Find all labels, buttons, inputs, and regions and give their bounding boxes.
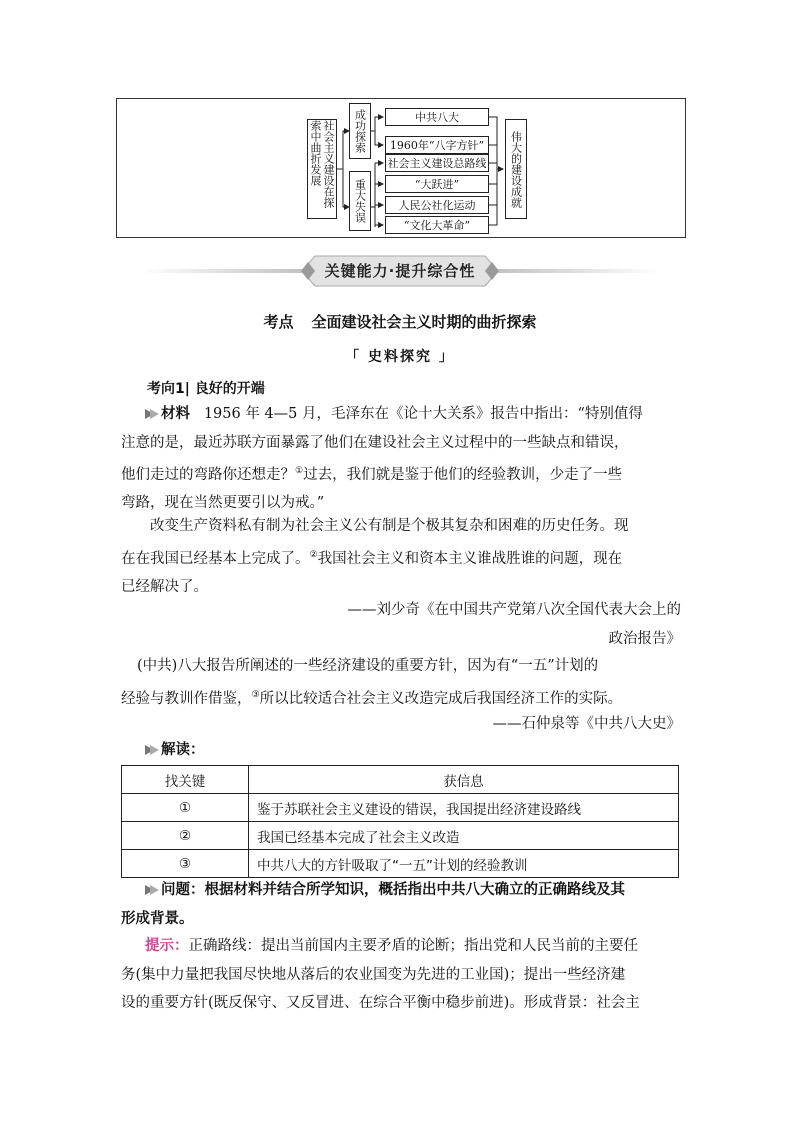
table-row: ② 我国已经基本完成了社会主义改造 — [122, 822, 679, 850]
material-paragraph-2: 改变生产资料私有制为社会主义公有制是个极其复杂和困难的历史任务。现 在在我国已经基本上完成了。②我国社会主义和资本主义谁战胜谁的问题，现在 已经解决了。 — [121, 518, 629, 595]
diagram-item: 1960年“八字方针” — [385, 136, 489, 154]
diagram-left-box — [307, 119, 337, 219]
diagram-success-text: 成功探索 — [353, 109, 367, 153]
question-block: 问题：根据材料并结合所学知识，概括指出中共八大确立的正确路线及其 形成背景。 — [121, 882, 625, 927]
diagram-item: 中共八大 — [385, 108, 489, 126]
diagram-mistake-box — [349, 171, 371, 231]
diagram-success-box — [349, 103, 371, 159]
subsection-heading: 「 史料探究 」 — [345, 349, 455, 365]
diagram-left-text: 社会主义建设在探索中曲折发展 — [309, 120, 335, 208]
diagram-item: 人民公社化运动 — [385, 196, 489, 214]
hint-block: 提示：正确路线：提出当前国内主要矛盾的论断；指出党和人民当前的主要任 务(集中力量把我国尽快地从落后的农业国变为先进的工业国)；提出一些经济建 设的重要方针(既反保守、又反冒进、在综合平衡中稳步前进)。形成背景：社会主 — [121, 938, 640, 1011]
table-row: ① 鉴于苏联社会主义建设的错误，我国提出经济建设路线 — [122, 794, 679, 822]
reading-marker-icon — [145, 745, 159, 755]
question-marker-icon — [145, 885, 159, 895]
diagram-item: “大跃进” — [385, 175, 489, 193]
topic-label: 考点 — [263, 313, 294, 331]
material-marker-icon — [145, 409, 159, 419]
diagram-right-text: 伟大的建设成就 — [509, 130, 523, 208]
section-banner — [140, 254, 660, 288]
diagram-item: “文化大革命” — [385, 216, 489, 234]
knowledge-diagram — [116, 98, 686, 238]
table-header: 获信息 — [249, 766, 679, 794]
source-citation-1: ——刘少奇《在中国共产党第八次全国代表大会上的 — [347, 602, 681, 618]
diagram-right-box — [505, 119, 527, 219]
diagram-mistake-text: 重大失误 — [353, 179, 367, 223]
topic-title: 全面建设社会主义时期的曲折探索 — [311, 313, 537, 331]
question-label: 问题： — [161, 882, 205, 898]
reading-heading — [145, 738, 205, 759]
banner-title: 关键能力·提升综合性 — [324, 262, 476, 280]
direction-heading: 考向1| 良好的开端 — [147, 381, 265, 397]
reading-label: 解读： — [161, 742, 205, 758]
table-row: ③ 中共八大的方针吸取了“一五”计划的经验教训 — [122, 850, 679, 878]
topic-heading — [0, 311, 800, 332]
material-label: 材料 — [161, 406, 190, 422]
diagram-item: 社会主义建设总路线 — [385, 154, 489, 172]
reading-table — [121, 765, 679, 878]
material-paragraph-3: (中共)八大报告所阐述的一些经济建设的重要方针，因为有“一五”计划的 经验与教训作借鉴，③所以比较适合社会主义改造完成后我国经济工作的实际。 — [121, 658, 623, 707]
table-header: 找关键 — [122, 766, 249, 794]
source-citation-2: ——石仲泉等《中共八大史》 — [492, 716, 681, 732]
table-header-row — [122, 766, 679, 794]
material-paragraph-1: 材料 1956 年 4—5 月，毛泽东在《论十大关系》报告中指出：“特别值得 注意的是，最近苏联方面暴露了他们在建设社会主义过程中的一些缺点和错误， 他们走过的弯路你还想走？①过去，我们就是鉴于他们的经验教训，少走了一些 弯路，现在当然更要引以为戒。” — [121, 406, 643, 512]
source-citation-1-cont: 政治报告》 — [608, 631, 681, 647]
hint-label: 提示： — [145, 938, 189, 954]
